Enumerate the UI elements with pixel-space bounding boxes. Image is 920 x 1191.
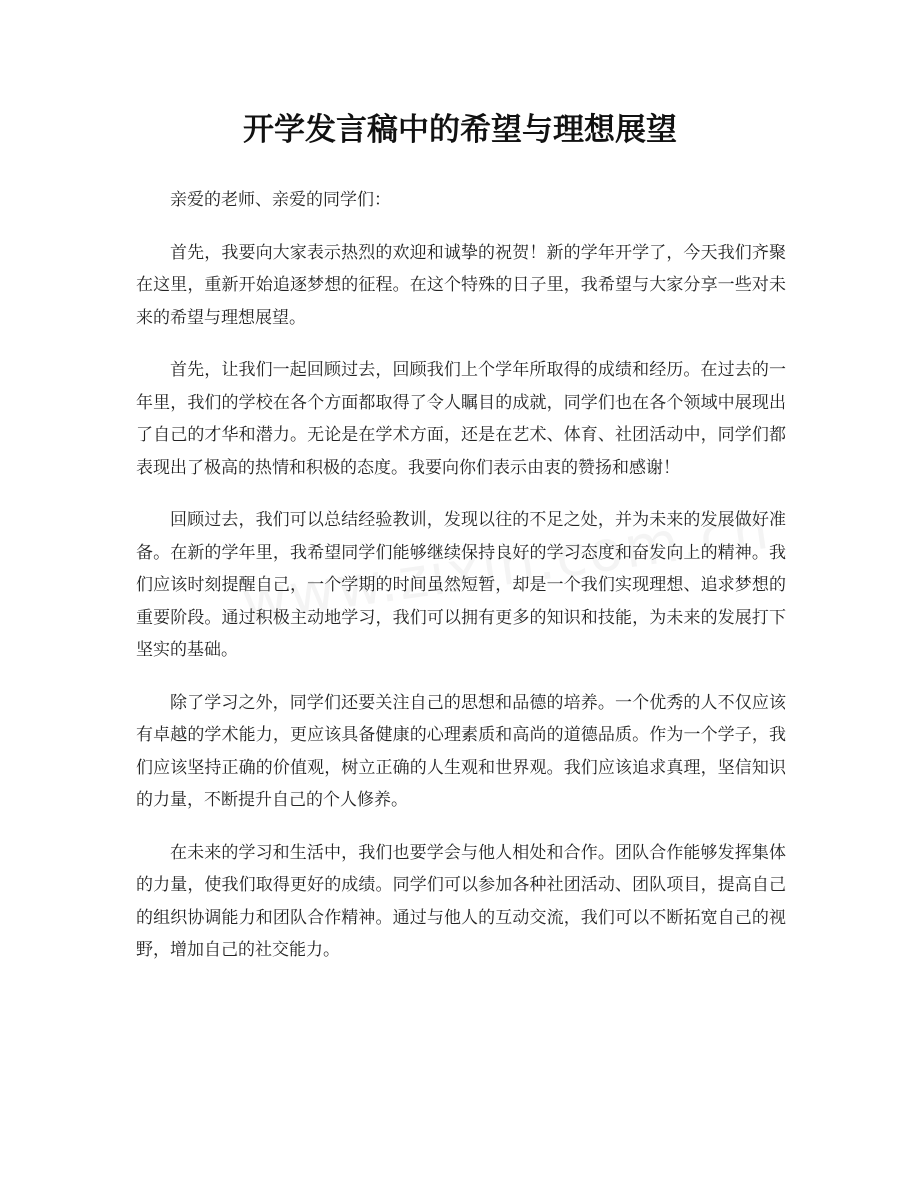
paragraph: 回顾过去，我们可以总结经验教训，发现以往的不足之处，并为未来的发展做好准备。在新的学年里，我希望同学们能够继续保持良好的学习态度和奋发向上的精神。我们应该时刻提醒自己，一个学期的时间虽然短暂，却是一个我们实现理想、追求梦想的重要阶段。通过积极主动地学习，我们可以拥有更多的知识和技能，为未来的发展打下坚实的基础。 [136, 510, 786, 660]
page-title: 开学发言稿中的希望与理想展望 [243, 112, 677, 148]
paragraph: 首先，我要向大家表示热烈的欢迎和诚挚的祝贺！新的学年开学了，今天我们齐聚在这里，重新开始追逐梦想的征程。在这个特殊的日子里，我希望与大家分享一些对未来的希望与理想展望。 [136, 242, 786, 328]
paragraph: 除了学习之外，同学们还要关注自己的思想和品德的培养。一个优秀的人不仅应该有卓越的学术能力，更应该具备健康的心理素质和高尚的道德品质。作为一个学子，我们应该坚持正确的价值观，树立正确的人生观和世界观。我们应该追求真理，坚信知识的力量，不断提升自己的个人修养。 [136, 692, 786, 810]
salutation: 亲爱的老师、亲爱的同学们： [170, 190, 391, 210]
document-body [136, 184, 786, 987]
paragraph: 首先，让我们一起回顾过去，回顾我们上个学年所取得的成绩和经历。在过去的一年里，我们的学校在各个方面都取得了令人瞩目的成就，同学们也在各个领域中展现出了自己的才华和潜力。无论是在学术方面，还是在艺术、体育、社团活动中，同学们都表现出了极高的热情和积极的态度。我要向你们表示由衷的赞扬和感谢！ [136, 360, 786, 478]
paragraph: 在未来的学习和生活中，我们也要学会与他人相处和合作。团队合作能够发挥集体的力量，使我们取得更好的成绩。同学们可以参加各种社团活动、团队项目，提高自己的组织协调能力和团队合作精神。通过与他人的互动交流，我们可以不断拓宽自己的视野，增加自己的社交能力。 [136, 842, 786, 960]
